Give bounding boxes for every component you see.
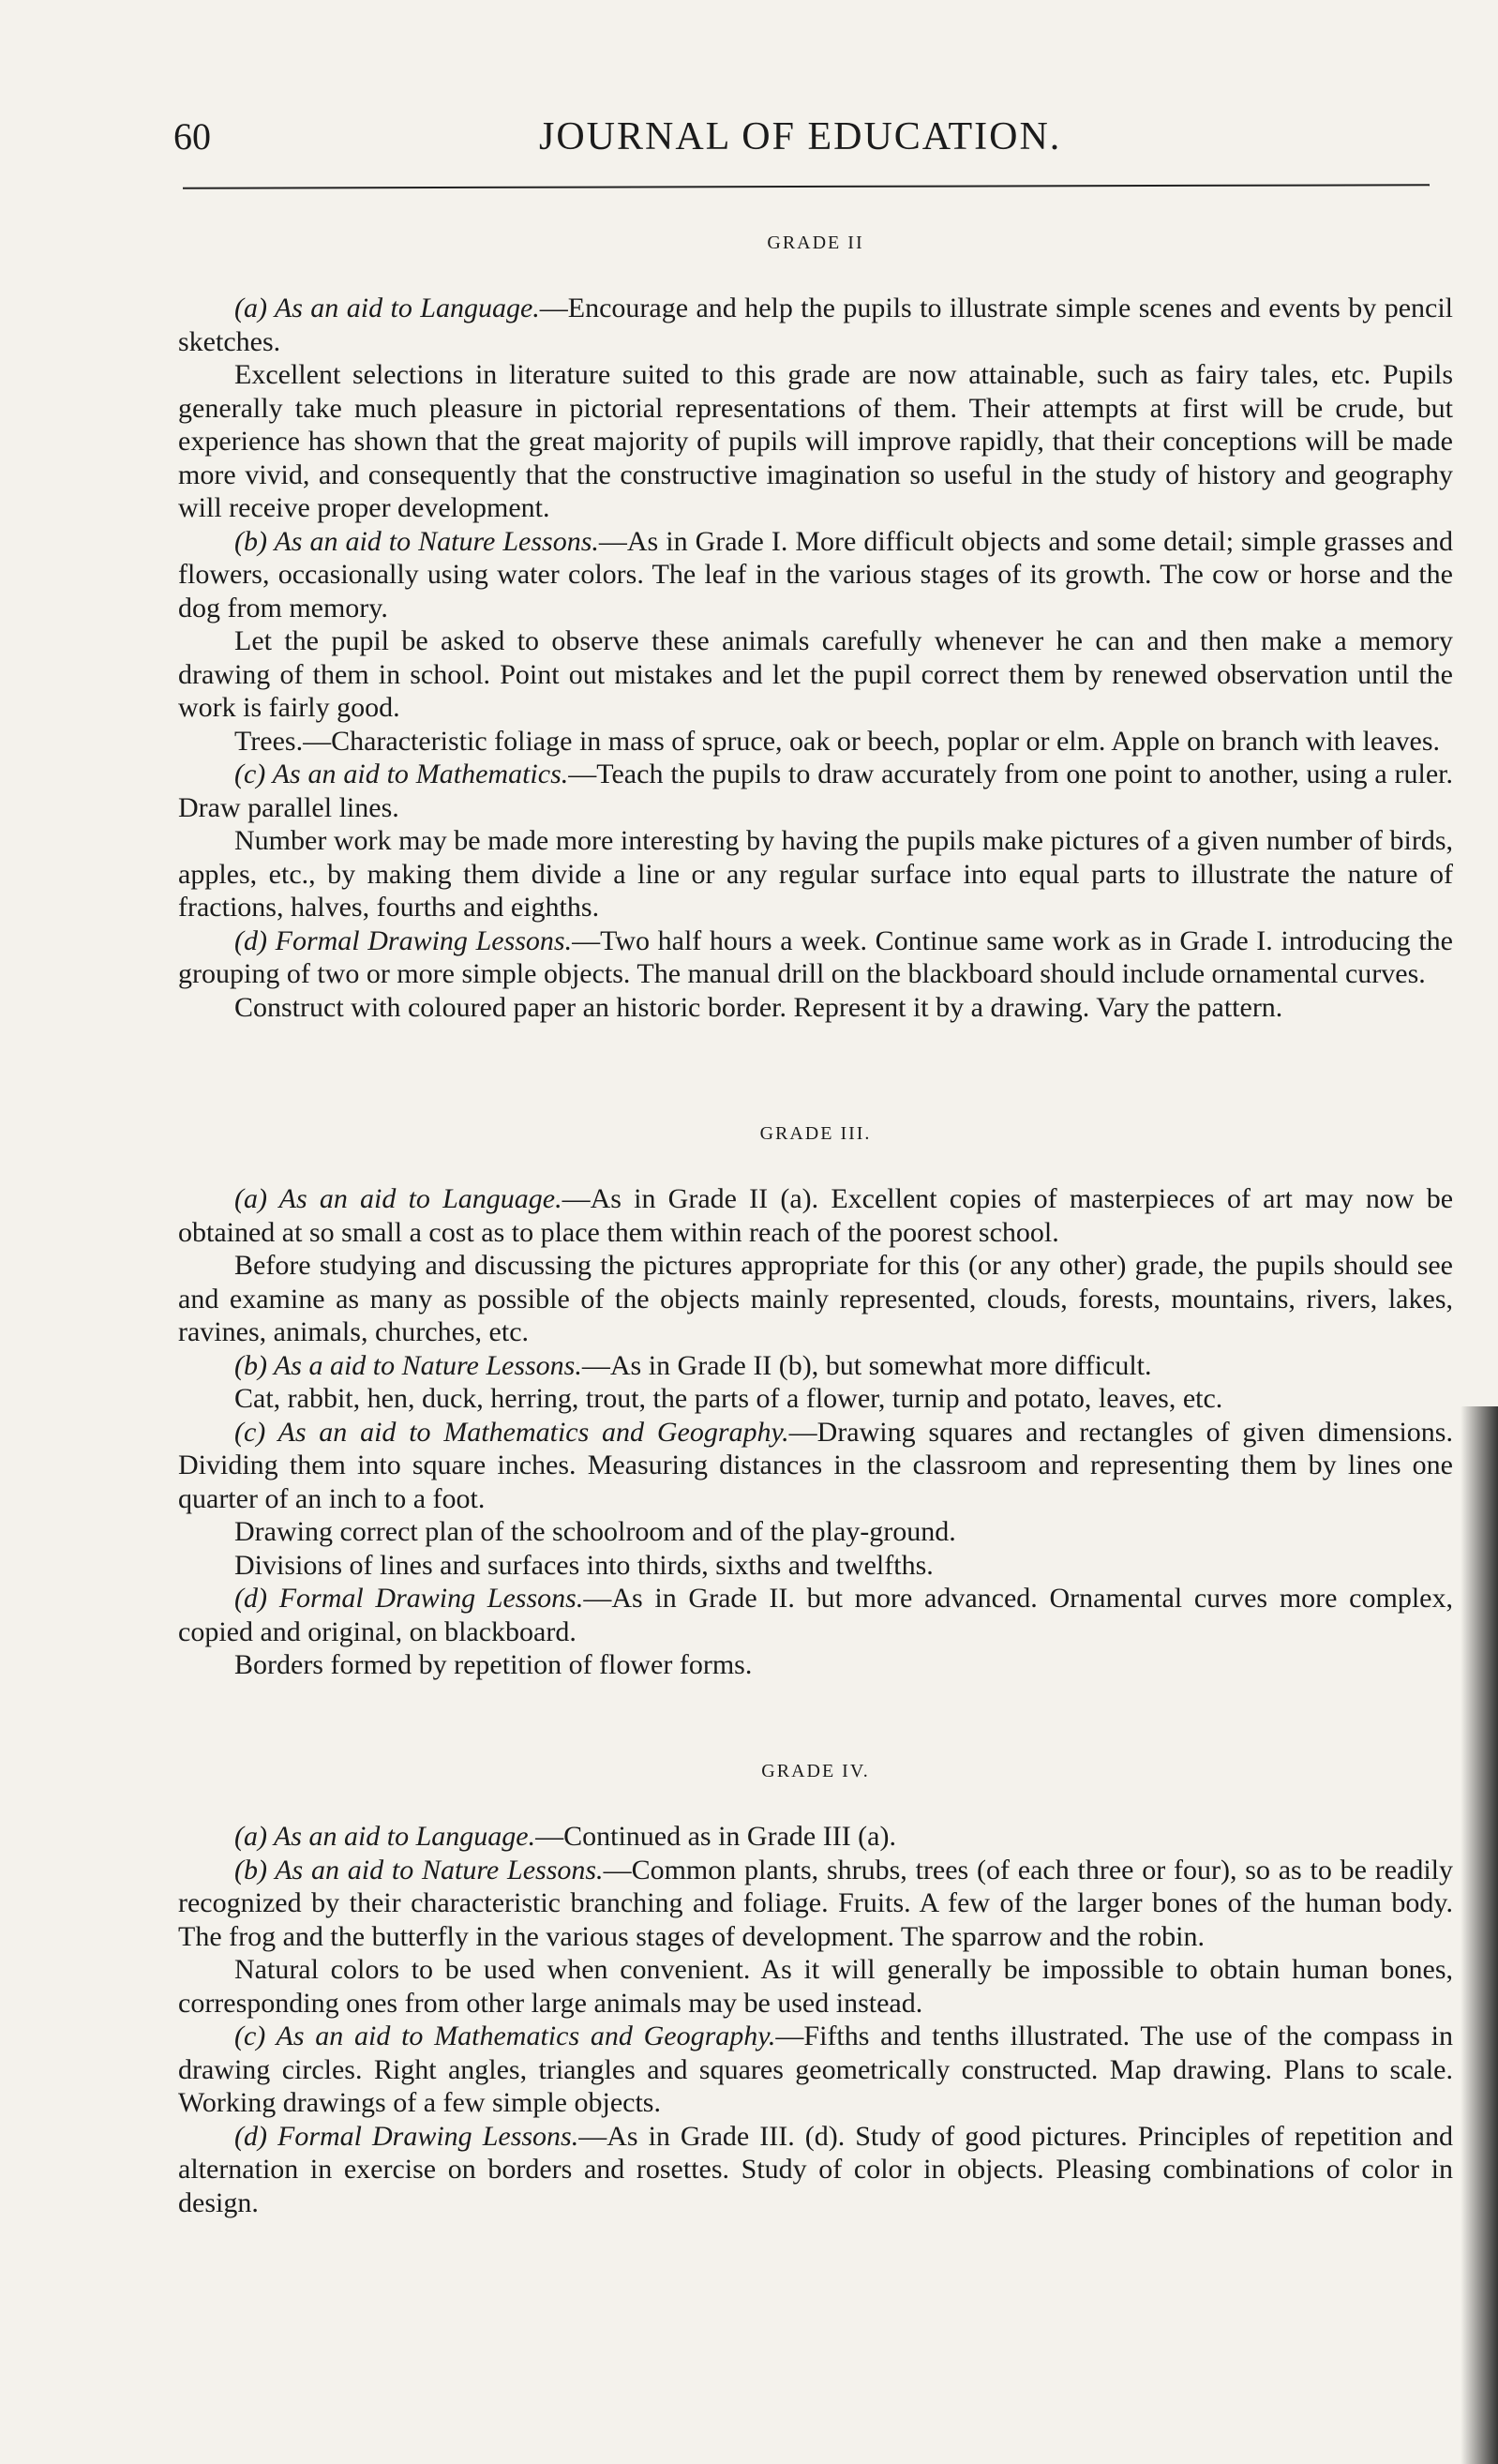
grade-4-c-label: (c) As an aid to Mathematics and Geography.: [234, 2021, 776, 2051]
grade-2-c-text: —Teach the pupils to draw accurately from one point to another, using a ruler. Draw parallel lines.: [178, 759, 1454, 823]
grade-2-paragraph: Trees.—Characteristic foliage in mass of spruce, oak or beech, poplar or elm. Apple on branch with leaves.: [234, 725, 1441, 757]
grade-3-c-label: (c) As an aid to Mathematics and Geography.: [234, 1416, 789, 1448]
grade-3-paragraph: Cat, rabbit, hen, duck, herring, trout, the parts of a flower, turnip and potato, leaves, etc.: [234, 1383, 1223, 1414]
grade-4-a-text: —Continued as in Grade III (a).: [535, 1821, 896, 1852]
grade-2-b-label: (b) As an aid to Nature Lessons.: [234, 525, 599, 557]
header-rule: [183, 184, 1430, 188]
grade-4-a-label: (a) As an aid to Language.: [234, 1821, 536, 1852]
grade-3-d-label: (d) Formal Drawing Lessons.: [234, 1583, 584, 1614]
grade-4-item-c: [178, 2020, 1453, 2120]
grade-4-b-text: —Common plants, shrubs, trees (of each three or four), so as to be readily recognized by their characteristic branching and foliage. Fruits. A few of the larger bones of the human body. The frog and the butterfly in the various stages of development. The sparrow and the robin.: [178, 1854, 1454, 1952]
grade-2-paragraph: Number work may be made more interesting by having the pupils make pictures of a given number of birds, apples, etc., by making them divide a line or any regular surface into equal parts to illustrate the nature of fractions, halves, fourths and eighths.: [178, 825, 1453, 923]
grade-2-c-label: (c) As an aid to Mathematics.: [234, 759, 569, 789]
grade-2-b-text: —As in Grade I. More difficult objects and some detail; simple grasses and flowers, occasionally using water colors. The leaf in the various stages of its growth. The cow or horse and the dog from memory.: [178, 525, 1454, 624]
grade-4-item-a: [178, 1820, 1453, 1854]
grade-4-d-label: (d) Formal Drawing Lessons.: [234, 2120, 579, 2152]
grade-4-paragraph: Natural colors to be used when convenient. As it will generally be impossible to obtain human bones, corresponding ones from other large animals may be used instead.: [178, 1954, 1453, 2019]
grade-2-item-c: [178, 758, 1453, 824]
grade-2-item-b: [178, 525, 1453, 625]
grade-3-paragraph: Borders formed by repetition of flower forms.: [234, 1649, 753, 1680]
grade-4-c-text: —Fifths and tenths illustrated. The use of the compass in drawing circles. Right angles, triangles and squares geometrically constructed. Map drawing. Plans to scale. Working drawings of a few simple objects.: [178, 2021, 1453, 2118]
grade-3-b-label: (b) As a aid to Nature Lessons.: [234, 1349, 582, 1381]
grade-4-b-label: (b) As an aid to Nature Lessons.: [234, 1854, 604, 1886]
grade-2-item-d: [178, 924, 1453, 991]
grade-2-a-label: (a) As an aid to Language.: [234, 293, 540, 323]
grade-4-d-text: —As in Grade III. (d). Study of good pictures. Principles of repetition and alternation in exercise on borders and rosettes. Study of color in objects. Pleasing combinations of color in design.: [178, 2120, 1453, 2218]
grade-2-item-a: [178, 292, 1453, 358]
grade-2-paragraph: Construct with coloured paper an historic border. Represent it by a drawing. Vary the pattern.: [234, 991, 1283, 1023]
grade-3-b-text: —As in Grade II (b), but somewhat more difficult.: [581, 1349, 1152, 1381]
grade-2-d-text: —Two half hours a week. Continue same work as in Grade I. introducing the grouping of two or more simple objects. The manual drill on the blackboard should include ornamental curves.: [178, 924, 1453, 989]
grade-3-item-d: [178, 1582, 1453, 1648]
grade-2-d-label: (d) Formal Drawing Lessons.: [234, 924, 573, 956]
grade-2-a-text: —Encourage and help the pupils to illustrate simple scenes and events by pencil sketches.: [178, 293, 1454, 357]
grade-3-paragraph: Divisions of lines and surfaces into thirds, sixths and twelfths.: [234, 1549, 934, 1581]
grade-4-item-b: [178, 1854, 1453, 1954]
grade-3-a-text: —As in Grade II (a). Excellent copies of masterpieces of art may now be obtained at so small a cost as to place them within reach of the poorest school.: [178, 1183, 1454, 1248]
grade-3-c-text: —Drawing squares and rectangles of given dimensions. Dividing them into square inches. Measuring distances in the classroom and representing them by lines one quarter of an inch to a foot.: [178, 1416, 1453, 1514]
grade-3-section: [178, 1123, 1453, 1682]
grade-3-a-label: (a) As an aid to Language.: [234, 1183, 562, 1214]
grade-3-paragraph: Drawing correct plan of the schoolroom and of the play-ground.: [234, 1516, 956, 1547]
grade-2-paragraph: Excellent selections in literature suited to this grade are now attainable, such as fairy tales, etc. Pupils generally take much pleasure in pictorial representations of them. Their attempts at first will be crude, but experience has shown that the great majority of pupils will improve rapidly, that their conceptions will be made more vivid, and consequently that the constructive imagination so useful in the study of history and geography will receive proper development.: [178, 359, 1453, 523]
page-header: [173, 114, 1444, 180]
grade-2-paragraph: Let the pupil be asked to observe these animals carefully whenever he can and then make a memory drawing of them in school. Point out mistakes and let the pupil correct them by renewed observation until the work is fairly good.: [178, 625, 1453, 723]
grade-3-item-c: [178, 1416, 1453, 1516]
grade-3-heading: GRADE III.: [759, 1123, 872, 1144]
grade-4-heading: GRADE IV.: [761, 1761, 870, 1781]
grade-4-item-d: [178, 2120, 1453, 2220]
grade-3-item-b: [178, 1349, 1453, 1383]
page-edge-shadow: [1461, 1406, 1498, 2464]
grade-2-section: [178, 233, 1453, 1024]
grade-2-heading: GRADE II: [767, 233, 864, 253]
grade-4-section: [178, 1761, 1453, 2219]
grade-3-d-text: —As in Grade II. but more advanced. Ornamental curves more complex, copied and original, on blackboard.: [178, 1583, 1453, 1647]
grade-3-item-a: [178, 1182, 1453, 1249]
journal-title: JOURNAL OF EDUCATION.: [539, 115, 1062, 158]
page-number: 60: [173, 115, 211, 158]
grade-3-paragraph: Before studying and discussing the pictures appropriate for this (or any other) grade, the pupils should see and examine as many as possible of the objects mainly represented, clouds, forests, mountains, rivers, lakes, ravines, animals, churches, etc.: [178, 1250, 1453, 1347]
